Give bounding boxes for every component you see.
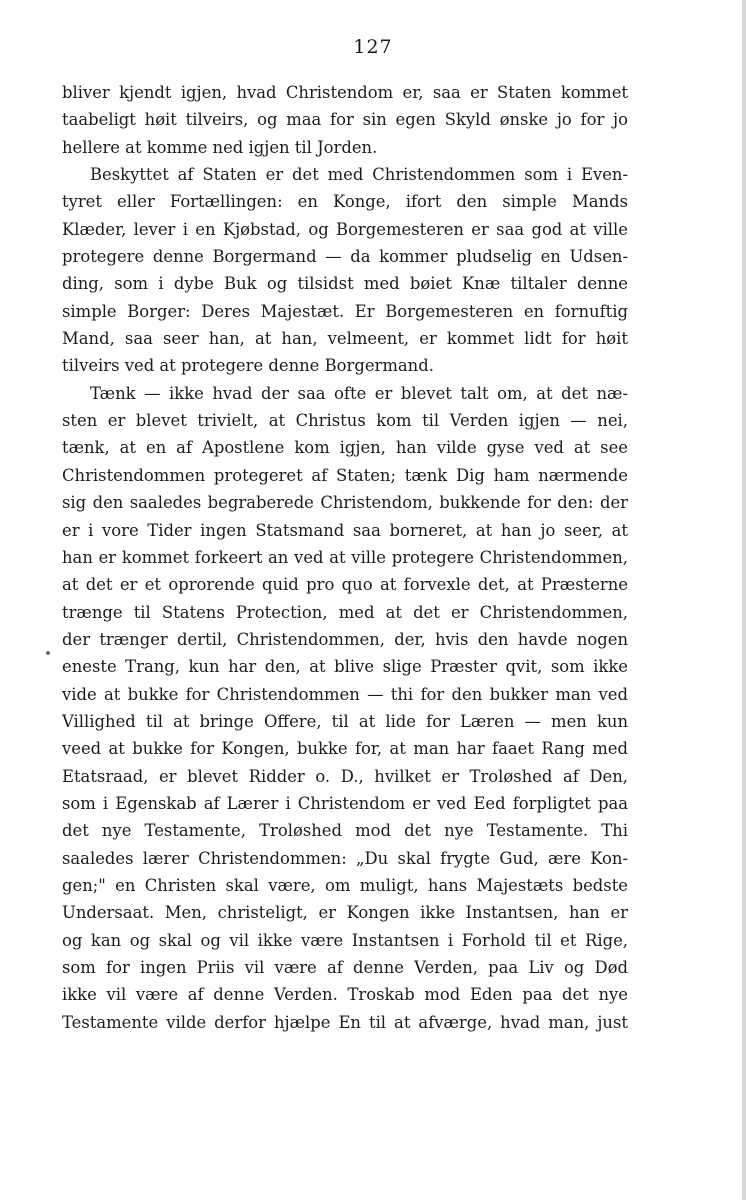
- text-line: protegere denne Borgermand — da kommer pludselig en Udsen-: [62, 247, 628, 267]
- text-line: han er kommet forkeert an ved at ville protegere Christendommen,: [62, 547, 628, 567]
- text-line: som i Egenskab af Lærer i Christendom er ved Eed forpligtet paa: [62, 793, 628, 813]
- text-line: tyret eller Fortællingen: en Konge, ifort den simple Mands: [62, 192, 628, 212]
- text-line: at det er et oprorende quid pro quo at forvexle det, at Præsterne: [62, 575, 628, 595]
- text-line: eneste Trang, kun har den, at blive slige Præster qvit, som ikke: [62, 657, 628, 677]
- text-line: ding, som i dybe Buk og tilsidst med bøiet Knæ tiltaler denne: [62, 274, 628, 294]
- body-text: [62, 79, 628, 1036]
- text-line: Beskyttet af Staten er det med Christendommen som i Even-: [90, 165, 628, 185]
- text-line: saaledes lærer Christendommen: „Du skal frygte Gud, ære Kon-: [62, 848, 628, 868]
- text-line: tænk, at en af Apostlene kom igjen, han vilde gyse ved at see: [62, 438, 628, 458]
- text-line: sten er blevet trivielt, at Christus kom til Verden igjen — nei,: [62, 411, 628, 431]
- text-line: Mand, saa seer han, at han, velmeent, er kommet lidt for høit: [62, 329, 628, 349]
- text-line: der trænger dertil, Christendommen, der, hvis den havde nogen: [62, 629, 628, 649]
- text-line: ikke vil være af denne Verden. Troskab mod Eden paa det nye: [62, 985, 628, 1005]
- text-line: hellere at komme ned igjen til Jorden.: [62, 137, 378, 157]
- text-line: Testamente vilde derfor hjælpe En til at afværge, hvad man, just: [62, 1012, 628, 1032]
- text-line: Etatsraad, er blevet Ridder o. D., hvilket er Troløshed af Den,: [62, 766, 628, 786]
- page-edge: [742, 0, 746, 1200]
- text-line: sig den saaledes begraberede Christendom, bukkende for den: der: [62, 493, 628, 513]
- text-line: tilveirs ved at protegere denne Borgermand.: [62, 356, 434, 376]
- text-line: og kan og skal og vil ikke være Instantsen i Forhold til et Rige,: [62, 930, 628, 950]
- text-line: er i vore Tider ingen Statsmand saa borneret, at han jo seer, at: [62, 520, 628, 540]
- text-line: bliver kjendt igjen, hvad Christendom er, saa er Staten kommet: [62, 83, 628, 102]
- text-line: taabeligt høit tilveirs, og maa for sin egen Skyld ønske jo for jo: [62, 110, 628, 130]
- page-number: 127: [353, 36, 393, 58]
- text-line: simple Borger: Deres Majestæt. Er Borgemesteren en fornuftig: [62, 301, 628, 321]
- text-line: det nye Testamente, Troløshed mod det nye Testamente. Thi: [62, 821, 628, 841]
- text-line: gen;" en Christen skal være, om muligt, hans Majestæts bedste: [62, 875, 628, 895]
- text-line: som for ingen Priis vil være af denne Verden, paa Liv og Død: [62, 958, 628, 977]
- text-line: Tænk — ikke hvad der saa ofte er blevet talt om, at det næ-: [90, 383, 628, 403]
- text-line: Christendommen protegeret af Staten; tænk Dig ham nærmende: [62, 465, 628, 485]
- text-line: Villighed til at bringe Offere, til at lide for Læren — men kun: [62, 711, 628, 731]
- text-line: Klæder, lever i en Kjøbstad, og Borgemesteren er saa god at ville: [62, 219, 628, 239]
- text-line: trænge til Statens Protection, med at det er Christendommen,: [62, 602, 628, 622]
- text-line: veed at bukke for Kongen, bukke for, at man har faaet Rang med: [62, 739, 628, 759]
- text-line: Undersaat. Men, christeligt, er Kongen ikke Instantsen, han er: [62, 903, 628, 923]
- margin-dot-mark: [46, 651, 50, 655]
- text-line: vide at bukke for Christendommen — thi for den bukker man ved: [62, 684, 628, 704]
